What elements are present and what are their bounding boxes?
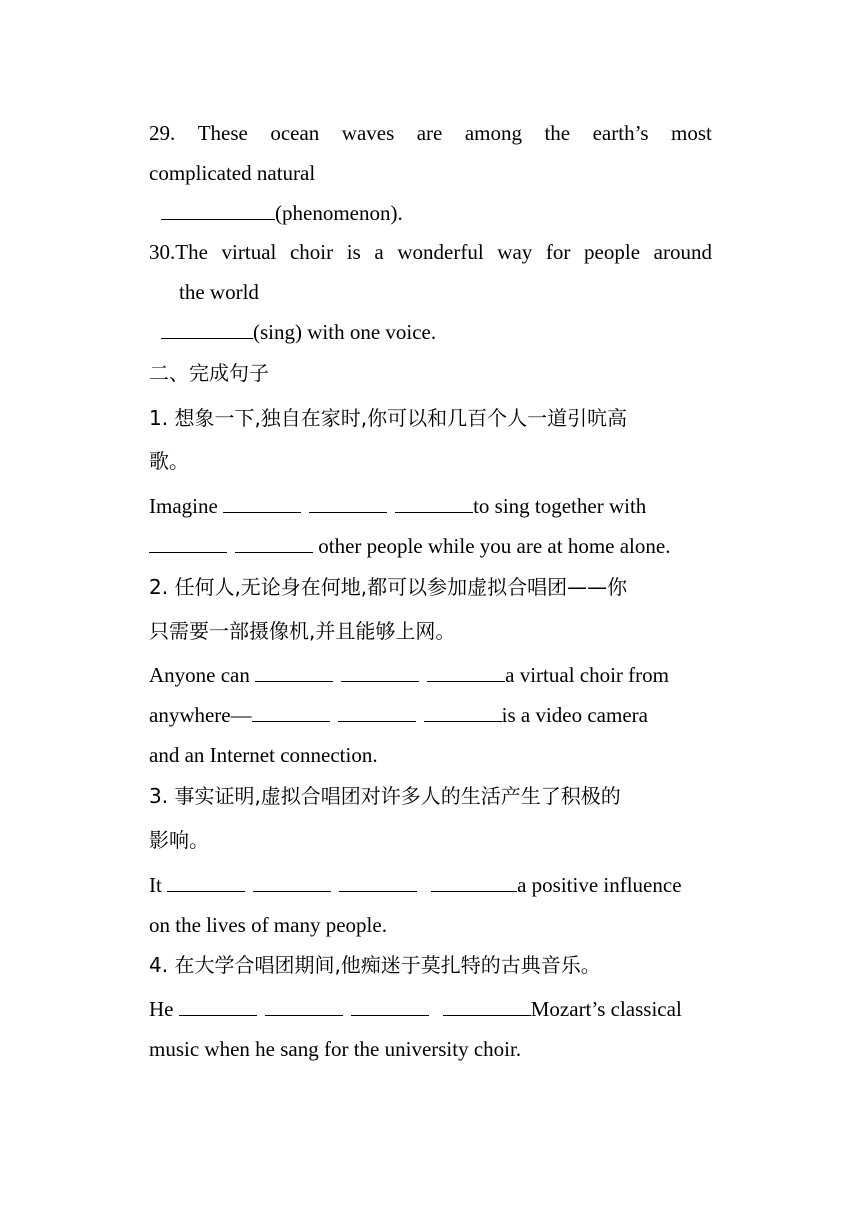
s2-prefix2: anywhere—: [149, 703, 252, 727]
answer-blank[interactable]: [235, 534, 313, 553]
answer-blank[interactable]: [424, 703, 502, 722]
s4-chinese-line1: 4. 在大学合唱团期间,他痴迷于莫扎特的古典音乐。: [149, 953, 601, 977]
answer-blank[interactable]: [351, 997, 429, 1016]
s4-english-line1: [149, 997, 712, 1021]
q30-word: choir: [289, 240, 334, 264]
q29-word: These: [197, 121, 248, 145]
s1-english-line2: [149, 534, 712, 558]
q29-word: are: [416, 121, 443, 145]
s2-chinese-line2: 只需要一部摄像机,并且能够上网。: [149, 619, 456, 643]
answer-blank[interactable]: [223, 494, 301, 513]
s2-chinese-line1: 2. 任何人,无论身在何地,都可以参加虚拟合唱团——你: [149, 575, 628, 599]
s2-english-line2: [149, 703, 712, 727]
s3-english-line1: [149, 873, 712, 897]
answer-blank[interactable]: [431, 873, 517, 892]
s1-chinese-line1: 1. 想象一下,独自在家时,你可以和几百个人一道引吭高: [149, 406, 628, 430]
s4-suffix: Mozart’s classical: [530, 997, 682, 1021]
q30-word: way: [497, 240, 533, 264]
answer-blank[interactable]: [167, 873, 245, 892]
s2-prefix: Anyone can: [149, 663, 256, 687]
s2-suffix2: is a video camera: [501, 703, 648, 727]
s2-suffix: a virtual choir from: [505, 663, 669, 687]
q29-hint: (phenomenon).: [275, 201, 403, 225]
s1-chinese-line2: 歌。: [149, 449, 189, 473]
q30-word: virtual: [221, 240, 277, 264]
q29-word: earth’s: [592, 121, 649, 145]
q29-word: among: [464, 121, 522, 145]
s1-english-line1: [149, 494, 712, 518]
answer-blank[interactable]: [252, 703, 330, 722]
answer-blank[interactable]: [179, 997, 257, 1016]
section-title: 二、完成句子: [149, 361, 269, 385]
s4-english-line2: music when he sang for the university choir.: [149, 1037, 522, 1061]
answer-blank[interactable]: [427, 663, 505, 682]
answer-blank[interactable]: [255, 663, 333, 682]
q29-word: ocean: [270, 121, 320, 145]
answer-blank[interactable]: [253, 873, 331, 892]
s3-english-line2: on the lives of many people.: [149, 913, 387, 937]
q29-word: 29.: [149, 121, 176, 145]
answer-blank[interactable]: [265, 997, 343, 1016]
q29-word: most: [671, 121, 712, 145]
q30-word: around: [653, 240, 712, 264]
q30-line1: [149, 240, 712, 264]
s1-tail: other people while you are at home alone.: [313, 534, 671, 558]
q30-word: is: [346, 240, 361, 264]
q30-line2: the world: [179, 280, 259, 304]
q30-line3: [161, 320, 724, 344]
s3-chinese-line2: 影响。: [149, 828, 209, 852]
s4-prefix: He: [149, 997, 179, 1021]
q29-word: the: [544, 121, 571, 145]
answer-blank[interactable]: [338, 703, 416, 722]
answer-blank[interactable]: [341, 663, 419, 682]
q30-word: people: [584, 240, 641, 264]
q30-word: wonderful: [397, 240, 484, 264]
s3-suffix: a positive influence: [517, 873, 682, 897]
q30-word: 30.The: [149, 240, 208, 264]
answer-blank[interactable]: [149, 534, 227, 553]
q29-word: waves: [341, 121, 395, 145]
s1-prefix: Imagine: [149, 494, 224, 518]
s2-english-line3: and an Internet connection.: [149, 743, 378, 767]
s3-chinese-line1: 3. 事实证明,虚拟合唱团对许多人的生活产生了积极的: [149, 784, 621, 808]
s2-english-line1: [149, 663, 712, 687]
answer-blank[interactable]: [339, 873, 417, 892]
s3-prefix: It: [149, 873, 168, 897]
answer-blank[interactable]: [309, 494, 387, 513]
q30-word: for: [545, 240, 571, 264]
q29-line3: [161, 201, 724, 225]
answer-blank[interactable]: [161, 320, 253, 339]
answer-blank[interactable]: [161, 201, 275, 220]
q30-hint: (sing) with one voice.: [253, 320, 437, 344]
answer-blank[interactable]: [395, 494, 473, 513]
s1-suffix: to sing together with: [473, 494, 647, 518]
answer-blank[interactable]: [443, 997, 531, 1016]
q29-line1: [149, 121, 712, 145]
q30-word: a: [374, 240, 384, 264]
q29-line2: complicated natural: [149, 161, 316, 185]
